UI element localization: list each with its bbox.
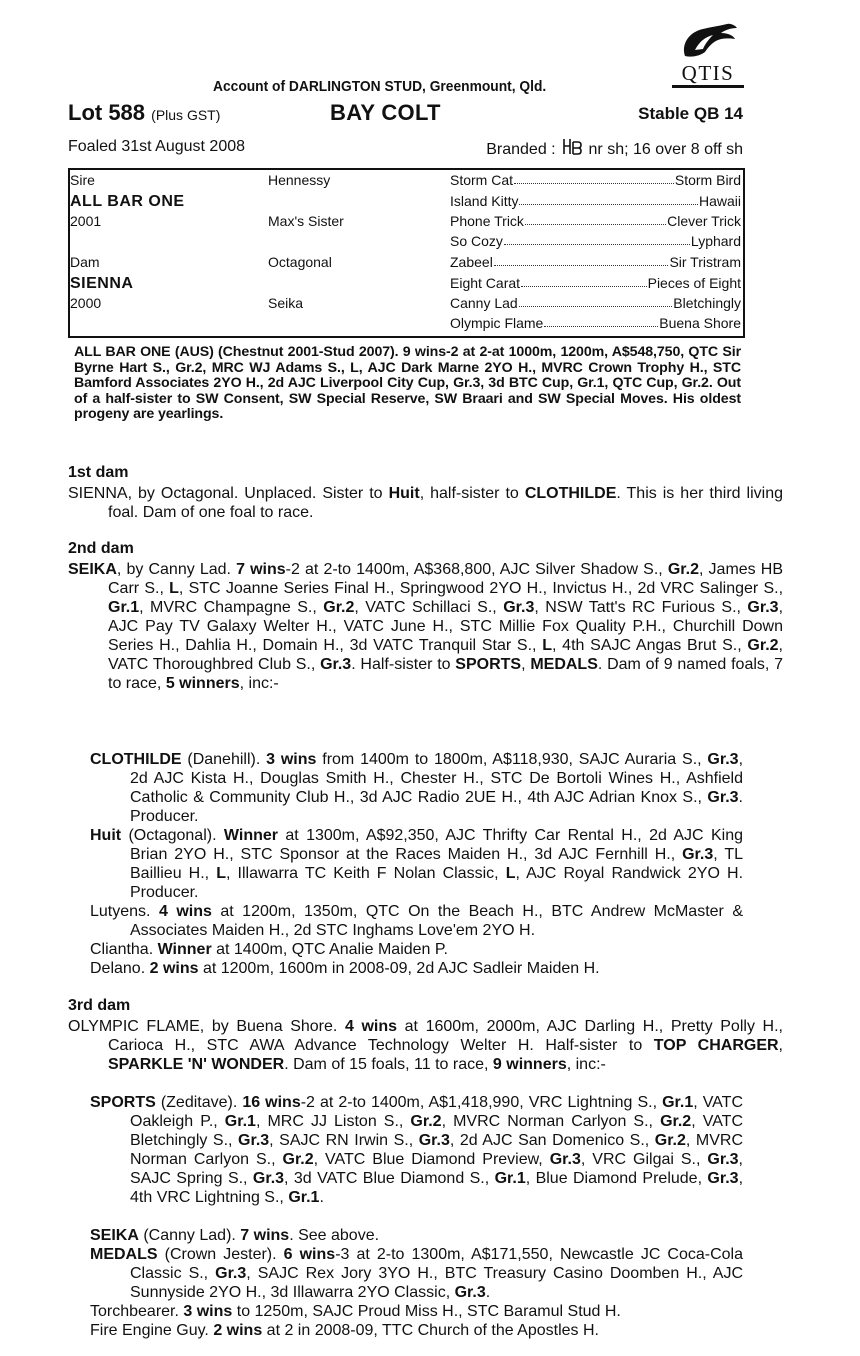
- logo-rule: [672, 85, 744, 88]
- fire-engine-guy-entry: Fire Engine Guy. 2 wins at 2 in 2008-09, TTC Church of the Apostles H.: [90, 1322, 599, 1339]
- pedigree-table: [68, 168, 745, 338]
- gst-note: (Plus GST): [151, 107, 221, 123]
- torchbearer-entry: Torchbearer. 3 wins to 1250m, SAJC Proud Miss H., STC Baramul Stud H.: [90, 1303, 621, 1320]
- seika-entry: SEIKA, by Canny Lad. 7 wins-2 at 2-to 1400m, A$368,800, AJC Silver Shadow S., Gr.2, James HB Carr S., L, STC Joanne Series Final H., Springwood 2YO H., Invictus H., 2d VRC Salinger S., Gr.1, MVRC Champagne S., Gr.2, VATC Schillaci S., Gr.3, NSW Tatt's RC Furious S., Gr.3, AJC Pay TV Galaxy Welter H., VATC June H., STC Millie Fox Quality P.H., Churchill Down Series H., Dahlia H., Domain H., 3d VATC Tranquil Star S., L, 4th SAJC Angas Brut S., Gr.2, VATC Thoroughbred Club S., Gr.3. Half-sister to SPORTS, MEDALS. Dam of 9 named foals, 7 to race, 5 winners, inc:-: [68, 561, 784, 692]
- cliantha-entry: Cliantha. Winner at 1400m, QTC Analie Maiden P.: [90, 941, 448, 958]
- olympic-flame-entry: OLYMPIC FLAME, by Buena Shore. 4 wins at 1600m, 2000m, AJC Darling H., Pretty Polly H., Carioca H., STC AWA Advance Technology Welter H. Half-sister to TOP CHARGER, SPARKLE 'N' WONDER. Dam of 15 foals, 11 to race, 9 winners, inc:-: [68, 1018, 783, 1073]
- sire-name: ALL BAR ONE: [70, 193, 185, 210]
- stable-number: Stable QB 14: [638, 104, 743, 123]
- pedigree-row: So Cozy Lyphard: [450, 233, 741, 249]
- dam-name: SIENNA: [70, 275, 134, 292]
- pedigree-row: SIENNA Eight Carat Pieces of Eight: [70, 275, 741, 292]
- vendor-account: Account of DARLINGTON STUD, Greenmount, Qld.: [213, 78, 547, 95]
- first-dam-text: SIENNA, by Octagonal. Unplaced. Sister to Huit, half-sister to CLOTHILDE. This is her third living foal. Dam of one foal to race.: [68, 485, 784, 521]
- pedigree-row: 2001 Max's Sister Phone Trick Clever Trick: [70, 213, 741, 229]
- sire-summary: ALL BAR ONE (AUS) (Chestnut 2001-Stud 2007). 9 wins-2 at 2-at 1000m, 1200m, A$548,750, QTC Sir Byrne Hart S., Gr.2, MRC WJ Adams S., L, AJC Dark Marne 2YO H., MVRC Crown Trophy H., STC Bamford Associates 2YO H., 2d AJC Liverpool City Cup, Gr.3, 3d BTC Cup, Gr.1, QTC Cup, Gr.2. Out of a half-sister to SW Consent, SW Special Reserve, SW Braari and SW Special Moves. His oldest progeny are yearlings.: [74, 344, 741, 422]
- third-dam-heading: 3rd dam: [68, 997, 131, 1014]
- lot-line: [68, 100, 743, 128]
- pedigree-row: 2000 Seika Canny Lad Bletchingly: [70, 295, 741, 311]
- pedigree-row: Sire Hennessy Storm Cat Storm Bird: [70, 172, 741, 188]
- branded-info: Branded : nr sh; 16 over 8 off sh: [486, 138, 743, 159]
- logo-wordmark: QTIS: [681, 61, 735, 85]
- seika-ref-entry: SEIKA (Canny Lad). 7 wins. See above.: [90, 1227, 380, 1244]
- pedigree-row: Dam Octagonal Zabeel Sir Tristram: [70, 254, 741, 270]
- second-dam-heading: 2nd dam: [68, 540, 134, 557]
- delano-entry: Delano. 2 wins at 1200m, 1600m in 2008-09, 2d AJC Sadleir Maiden H.: [90, 960, 600, 977]
- horse-head-icon: [675, 22, 741, 62]
- foaled-date: Foaled 31st August 2008: [68, 138, 246, 155]
- huit-entry: Huit (Octagonal). Winner at 1300m, A$92,350, AJC Thrifty Car Rental H., 2d AJC King Brian 2YO H., STC Sponsor at the Races Maiden H., 3d AJC Fernhill H., Gr.3, TL Baillieu H., L, Illawarra TC Keith F Nolan Classic, L, AJC Royal Randwick 2YO H. Producer.: [90, 827, 744, 901]
- pedigree-row: Olympic Flame Buena Shore: [450, 315, 741, 331]
- lutyens-entry: Lutyens. 4 wins at 1200m, 1350m, QTC On the Beach H., BTC Andrew McMaster & Associates Maiden H., 2d STC Inghams Love'em 2YO H.: [90, 903, 744, 939]
- sports-entry: SPORTS (Zeditave). 16 wins-2 at 2-to 1400m, A$1,418,990, VRC Lightning S., Gr.1, VATC Oakleigh P., Gr.1, MRC JJ Liston S., Gr.2, MVRC Norman Carlyon S., Gr.2, VATC Bletchingly S., Gr.3, SAJC RN Irwin S., Gr.3, 2d AJC San Domenico S., Gr.2, MVRC Norman Carlyon S., Gr.2, VATC Blue Diamond Preview, Gr.3, VRC Gilgai S., Gr.3, SAJC Spring S., Gr.3, 3d VATC Blue Diamond S., Gr.1, Blue Diamond Prelude, Gr.3, 4th VRC Lightning S., Gr.1.: [90, 1094, 744, 1206]
- medals-entry: MEDALS (Crown Jester). 6 wins-3 at 2-to 1300m, A$171,550, Newcastle JC Coca-Cola Classic S., Gr.3, SAJC Rex Jory 3YO H., BTC Treasury Casino Doomben H., AJC Sunnyside 2YO H., 3d Illawarra 2YO Classic, Gr.3.: [90, 1246, 744, 1301]
- horse-type: BAY COLT: [330, 100, 441, 125]
- lot-number: Lot 588 (Plus GST): [68, 100, 221, 125]
- brand-mark-icon: [562, 138, 582, 156]
- first-dam-heading: 1st dam: [68, 464, 129, 481]
- clothilde-entry: CLOTHILDE (Danehill). 3 wins from 1400m to 1800m, A$118,930, SAJC Auraria S., Gr.3, 2d AJC Kista H., Douglas Smith H., Chester H., STC De Bortoli Wines H., Ashfield Catholic & Community Club H., 3d AJC Radio 2UE H., 4th AJC Adrian Knox S., Gr.3. Producer.: [90, 751, 744, 825]
- qtis-logo: [672, 22, 744, 88]
- pedigree-row: ALL BAR ONE Island Kitty Hawaii: [70, 193, 741, 210]
